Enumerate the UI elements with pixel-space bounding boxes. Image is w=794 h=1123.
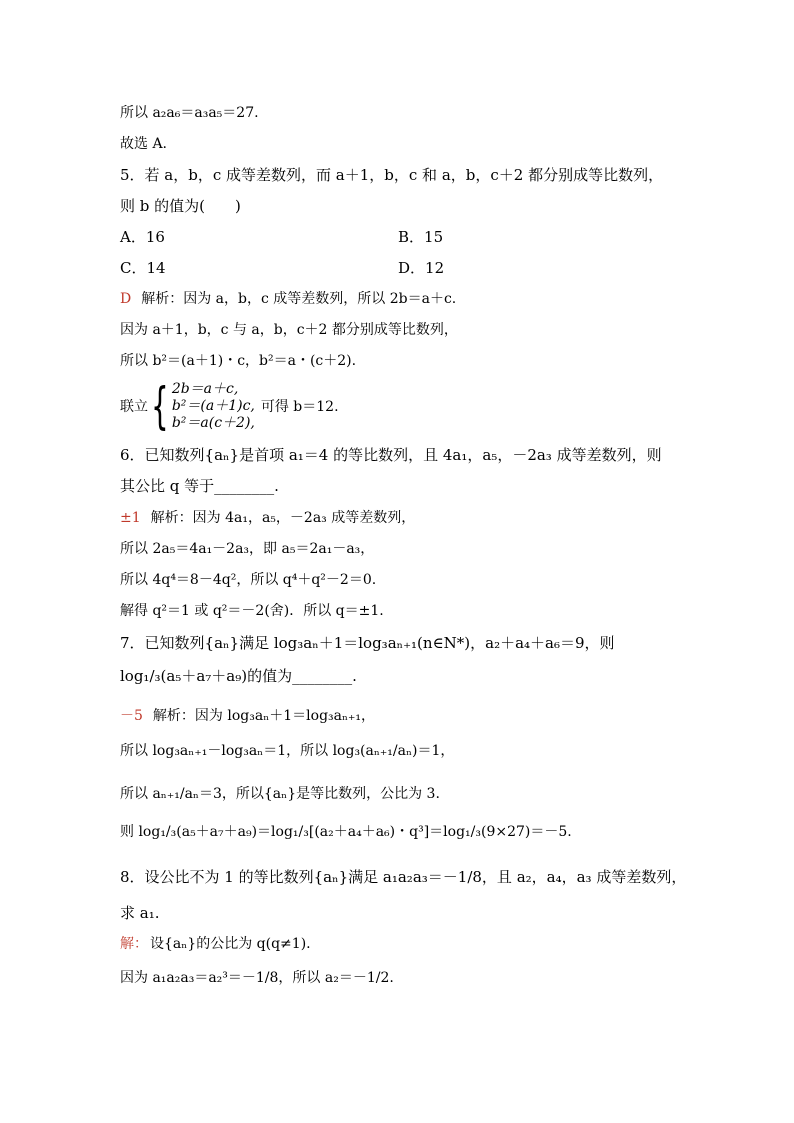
q5-option-c: C．14 (120, 259, 166, 277)
q7-solution-line2: 所以 log₃aₙ₊₁－log₃aₙ＝1，所以 log₃(aₙ₊₁/aₙ)＝1， (120, 743, 455, 759)
q7-stem-line2: log₁/₃(a₅＋a₇＋a₉)的值为________. (120, 667, 357, 685)
q8-solution-label: 解： (120, 936, 148, 952)
q5-stem-line2: 则 b 的值为( ) (120, 197, 241, 215)
q7-answer: －5 (120, 708, 143, 724)
system-eq1: 2b＝a＋c, (171, 380, 239, 397)
q5-option-b: B．15 (398, 228, 444, 246)
q8-solution-line2: 因为 a₁a₂a₃＝a₂³＝－1/8，所以 a₂＝－1/2. (120, 970, 394, 986)
q5-answer: D (120, 291, 132, 307)
brace-icon: { (151, 377, 169, 435)
q5-solution-line3: 所以 b²＝(a＋1)・c，b²＝a・(c＋2). (120, 353, 357, 369)
q7-solution-line3: 所以 aₙ₊₁/aₙ＝3，所以{aₙ}是等比数列，公比为 3. (120, 786, 440, 802)
q5-analysis: 解析：因为 a，b，c 成等差数列，所以 2b＝a＋c. (141, 291, 457, 307)
system-eq2: b²＝(a＋1)c, (171, 397, 255, 414)
q7-analysis: 解析：因为 log₃aₙ＋1＝log₃aₙ₊₁， (152, 708, 376, 724)
q5-equation-system (120, 378, 339, 434)
q8-solution-line1 (120, 934, 311, 954)
q6-analysis: 解析：因为 4a₁，a₅，－2a₃ 成等差数列， (150, 510, 416, 526)
q5-solution-line1 (120, 289, 456, 309)
q8-stem-line2: 求 a₁. (120, 904, 160, 922)
q8-stem-line1: 8．设公比不为 1 的等比数列{aₙ}满足 a₁a₂a₃＝－1/8，且 a₂，a₄，a₃ 成等差数列， (120, 868, 687, 886)
q7-solution-line1 (120, 706, 375, 726)
q6-solution-line3: 所以 4q⁴＝8－4q²，所以 q⁴＋q²－2＝0. (120, 572, 377, 588)
q6-stem-line2: 其公比 q 等于________. (120, 477, 279, 495)
system-label: 联立 (120, 399, 148, 415)
system-eq3: b²＝a(c＋2), (171, 414, 255, 431)
q6-answer: ±1 (120, 510, 141, 526)
q6-stem-line1: 6．已知数列{aₙ}是首项 a₁＝4 的等比数列，且 4a₁，a₅，－2a₃ 成等差数列，则 (120, 446, 662, 464)
q5-solution-line2: 因为 a＋1，b，c 与 a，b，c＋2 都分别成等比数列， (120, 322, 458, 338)
q5-option-d: D．12 (398, 259, 445, 277)
q6-solution-line2: 所以 2a₅＝4a₁－2a₃，即 a₅＝2a₁－a₃， (120, 541, 375, 557)
prev-conclusion: 所以 a₂a₆＝a₃a₅＝27. (120, 105, 259, 121)
system-equations (172, 381, 255, 432)
system-result: 可得 b＝12. (260, 399, 339, 415)
q5-option-a: A．16 (120, 228, 165, 246)
q6-solution-line1 (120, 508, 415, 528)
q8-solution-text: 设{aₙ}的公比为 q(q≠1). (150, 936, 311, 952)
q7-stem-line1: 7．已知数列{aₙ}满足 log₃aₙ＋1＝log₃aₙ₊₁(n∈N*)，a₂＋a₄＋a₆＝9，则 (120, 634, 615, 652)
q6-solution-line4: 解得 q²＝1 或 q²＝－2(舍)．所以 q＝±1. (120, 603, 384, 619)
q7-solution-line4: 则 log₁/₃(a₅＋a₇＋a₉)＝log₁/₃[(a₂＋a₄＋a₆)・q³]＝log₁/₃(9×27)＝－5. (120, 824, 572, 840)
q5-stem-line1: 5．若 a，b，c 成等差数列，而 a＋1，b，c 和 a，b，c＋2 都分别成等比数列， (120, 166, 664, 184)
prev-choice: 故选 A. (120, 136, 168, 152)
